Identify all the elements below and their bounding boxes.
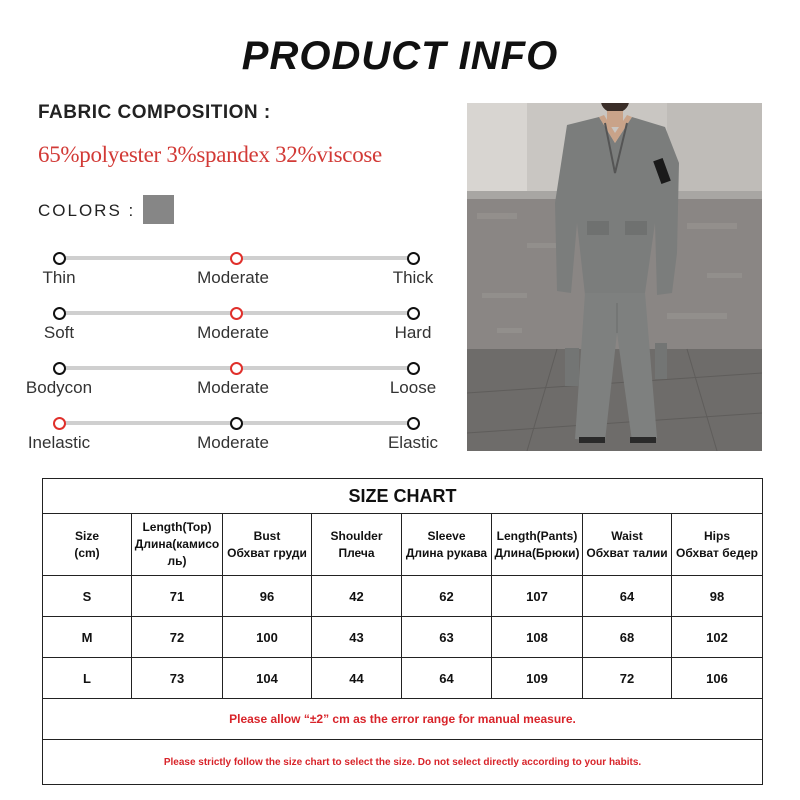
table-row — [43, 658, 763, 699]
col-header-waist: Waist Обхват талии — [583, 514, 672, 576]
scale-label-right: Hard — [394, 323, 432, 342]
scale-dot-left — [53, 362, 66, 375]
size-chart-title: SIZE CHART — [43, 479, 763, 514]
col-header-size: Size (cm) — [43, 514, 132, 576]
scale-label-mid: Moderate — [197, 323, 269, 342]
scale-label-mid: Moderate — [197, 433, 269, 452]
length-pants-cell: 109 — [492, 658, 583, 699]
scale-dot-right — [407, 307, 420, 320]
bust-cell: 104 — [223, 658, 312, 699]
col-header-length-pants: Length(Pants) Длина(Брюки) — [492, 514, 583, 576]
color-swatch-gray[interactable] — [143, 195, 174, 224]
scale-elasticity — [0, 422, 460, 462]
scale-dot-left — [53, 307, 66, 320]
waist-cell: 72 — [583, 658, 672, 699]
measurement-tolerance-note: Please allow “±2” cm as the error range for manual measure. — [43, 699, 763, 740]
size-cell: S — [43, 576, 132, 617]
col-header-hips: Hips Обхват бедер — [672, 514, 763, 576]
table-row — [43, 617, 763, 658]
scale-label-mid: Moderate — [197, 268, 269, 287]
size-chart-header-row — [43, 514, 763, 576]
scale-label-right: Loose — [389, 378, 437, 397]
waist-cell: 64 — [583, 576, 672, 617]
scale-label-left: Bodycon — [25, 378, 93, 397]
shoulder-cell: 42 — [312, 576, 402, 617]
page-title: PRODUCT INFO — [241, 34, 559, 78]
scale-label-mid: Moderate — [197, 378, 269, 397]
scale-dot-mid — [230, 417, 243, 430]
length-pants-cell: 108 — [492, 617, 583, 658]
length-top-cell: 73 — [132, 658, 223, 699]
table-row — [43, 576, 763, 617]
shoulder-cell: 43 — [312, 617, 402, 658]
scale-label-left: Thin — [42, 268, 76, 287]
col-header-sleeve: Sleeve Длина рукава — [402, 514, 492, 576]
scale-fit — [0, 367, 460, 407]
scale-softness — [0, 312, 460, 352]
hips-cell: 98 — [672, 576, 763, 617]
hips-cell: 106 — [672, 658, 763, 699]
scale-thickness — [0, 257, 460, 297]
shoulder-cell: 44 — [312, 658, 402, 699]
scale-label-left: Soft — [43, 323, 75, 342]
colors-label: COLORS : — [38, 201, 136, 220]
scale-dot-right — [407, 417, 420, 430]
scale-dot-mid — [230, 362, 243, 375]
sleeve-cell: 63 — [402, 617, 492, 658]
col-header-bust: Bust Обхват груди — [223, 514, 312, 576]
length-top-cell: 71 — [132, 576, 223, 617]
waist-cell: 68 — [583, 617, 672, 658]
size-cell: L — [43, 658, 132, 699]
bust-cell: 96 — [223, 576, 312, 617]
scale-dot-left — [53, 252, 66, 265]
sleeve-cell: 62 — [402, 576, 492, 617]
size-cell: M — [43, 617, 132, 658]
col-header-length-top: Length(Top) Длина(камисо ль) — [132, 514, 223, 576]
bust-cell: 100 — [223, 617, 312, 658]
size-selection-note: Please strictly follow the size chart to select the size. Do not select directly according to your habits. — [43, 740, 763, 785]
col-header-shoulder: Shoulder Плеча — [312, 514, 402, 576]
scale-dot-left — [53, 417, 66, 430]
scale-label-right: Elastic — [387, 433, 439, 452]
scale-label-left: Inelastic — [27, 433, 91, 452]
sleeve-cell: 64 — [402, 658, 492, 699]
scale-dot-right — [407, 252, 420, 265]
length-pants-cell: 107 — [492, 576, 583, 617]
fabric-composition-value: 65%polyester 3%spandex 32%viscose — [38, 142, 382, 167]
scale-dot-mid — [230, 252, 243, 265]
scale-dot-right — [407, 362, 420, 375]
length-top-cell: 72 — [132, 617, 223, 658]
scale-dot-mid — [230, 307, 243, 320]
fabric-composition-label: FABRIC COMPOSITION : — [38, 102, 271, 123]
product-photo — [467, 103, 762, 451]
hips-cell: 102 — [672, 617, 763, 658]
size-chart-table — [42, 478, 763, 785]
scale-label-right: Thick — [392, 268, 434, 287]
